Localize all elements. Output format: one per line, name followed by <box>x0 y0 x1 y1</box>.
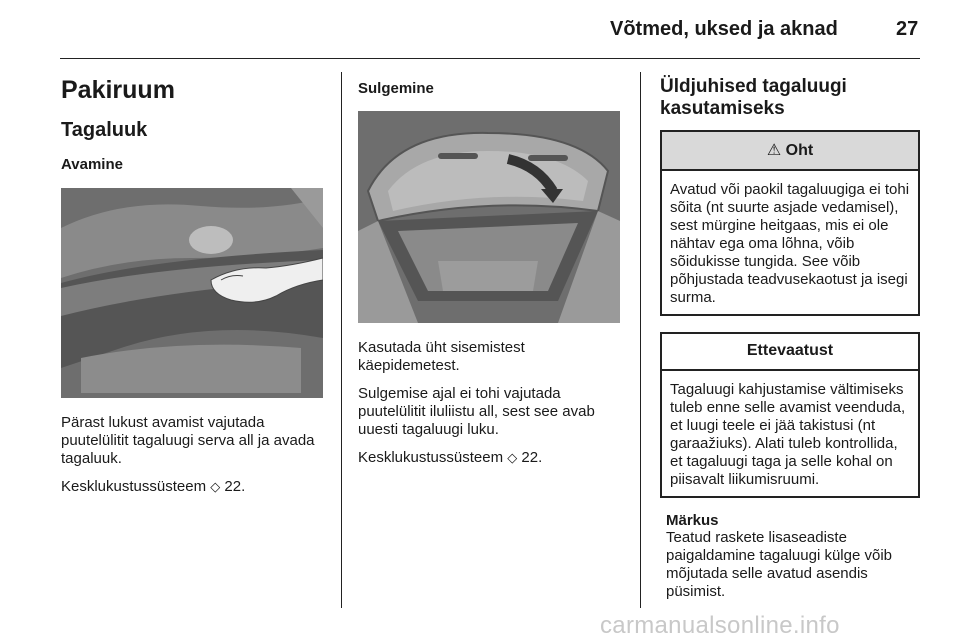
tailgate-opening-illustration <box>61 188 323 398</box>
header-rule <box>60 58 920 59</box>
warning-header <box>662 132 918 171</box>
opening-heading: Avamine <box>61 156 123 173</box>
note-block <box>666 512 920 601</box>
warning-text: Avatud või paokil tagaluugiga ei tohi sõita (nt suurte asjade vedamisel), sest mürgine heitgaas, mis ei ole nähtav ega oma lõhna, võib sõidukisse tungida. See võib põhjustada teadvusekaotust ja isegi surma. <box>670 181 910 306</box>
page-number: 27 <box>896 18 919 40</box>
warning-box <box>660 130 920 316</box>
caution-text: Tagaluugi kahjustamise vältimiseks tuleb enne selle avamist veenduda, et luugi teele ei jää takistusi (nt garaažiuks). Alati tuleb kontrollida, et tagaluugi taga ja selle kohal on piisavalt liikumisruumi. <box>670 381 906 488</box>
tailgate-closing-illustration <box>358 111 620 323</box>
subsection-title: Tagaluuk <box>61 119 148 141</box>
central-locking-reference <box>61 478 323 496</box>
page-header-title: Võtmed, uksed ja aknad <box>610 18 838 40</box>
column-divider-2 <box>640 72 641 608</box>
warning-label: Oht <box>785 142 814 159</box>
section-title: Pakiruum <box>61 76 175 104</box>
reference-page: 22. <box>521 449 543 466</box>
page-reference-icon: ◇ <box>210 479 221 494</box>
reference-page: 22. <box>224 478 246 495</box>
watermark: carmanualsonline.info <box>600 612 840 639</box>
caution-label: Ettevaatust <box>662 334 918 371</box>
column-divider-1 <box>341 72 342 608</box>
note-label: Märkus <box>666 512 719 529</box>
reference-text: Kesklukustussüsteem <box>358 449 504 466</box>
general-instructions-title: Üldjuhised tagaluugi kasutamiseks <box>660 76 847 119</box>
warning-triangle-icon: ⚠ <box>766 142 782 159</box>
caution-box <box>660 332 920 498</box>
column-1 <box>61 70 323 496</box>
column-2 <box>358 70 622 467</box>
central-locking-reference <box>358 449 622 467</box>
note-text: Teatud raskete lisaseadiste paigaldamine tagaluugi külge võib mõjutada selle avatud asendis püsimist. <box>666 529 892 600</box>
opening-instructions: Pärast lukust avamist vajutada puutelülitit tagaluugi serva all ja avada tagaluuk. <box>61 414 315 467</box>
closing-instruction-2: Sulgemise ajal ei tohi vajutada puutelülitit iluliistu all, sest see avab uuesti tagaluugi luku. <box>358 385 595 438</box>
closing-heading: Sulgemine <box>358 80 434 97</box>
closing-instruction-1: Kasutada üht sisemistest käepidemetest. <box>358 339 525 374</box>
column-3 <box>660 70 920 601</box>
page-reference-icon: ◇ <box>507 450 518 465</box>
reference-text: Kesklukustussüsteem <box>61 478 207 495</box>
